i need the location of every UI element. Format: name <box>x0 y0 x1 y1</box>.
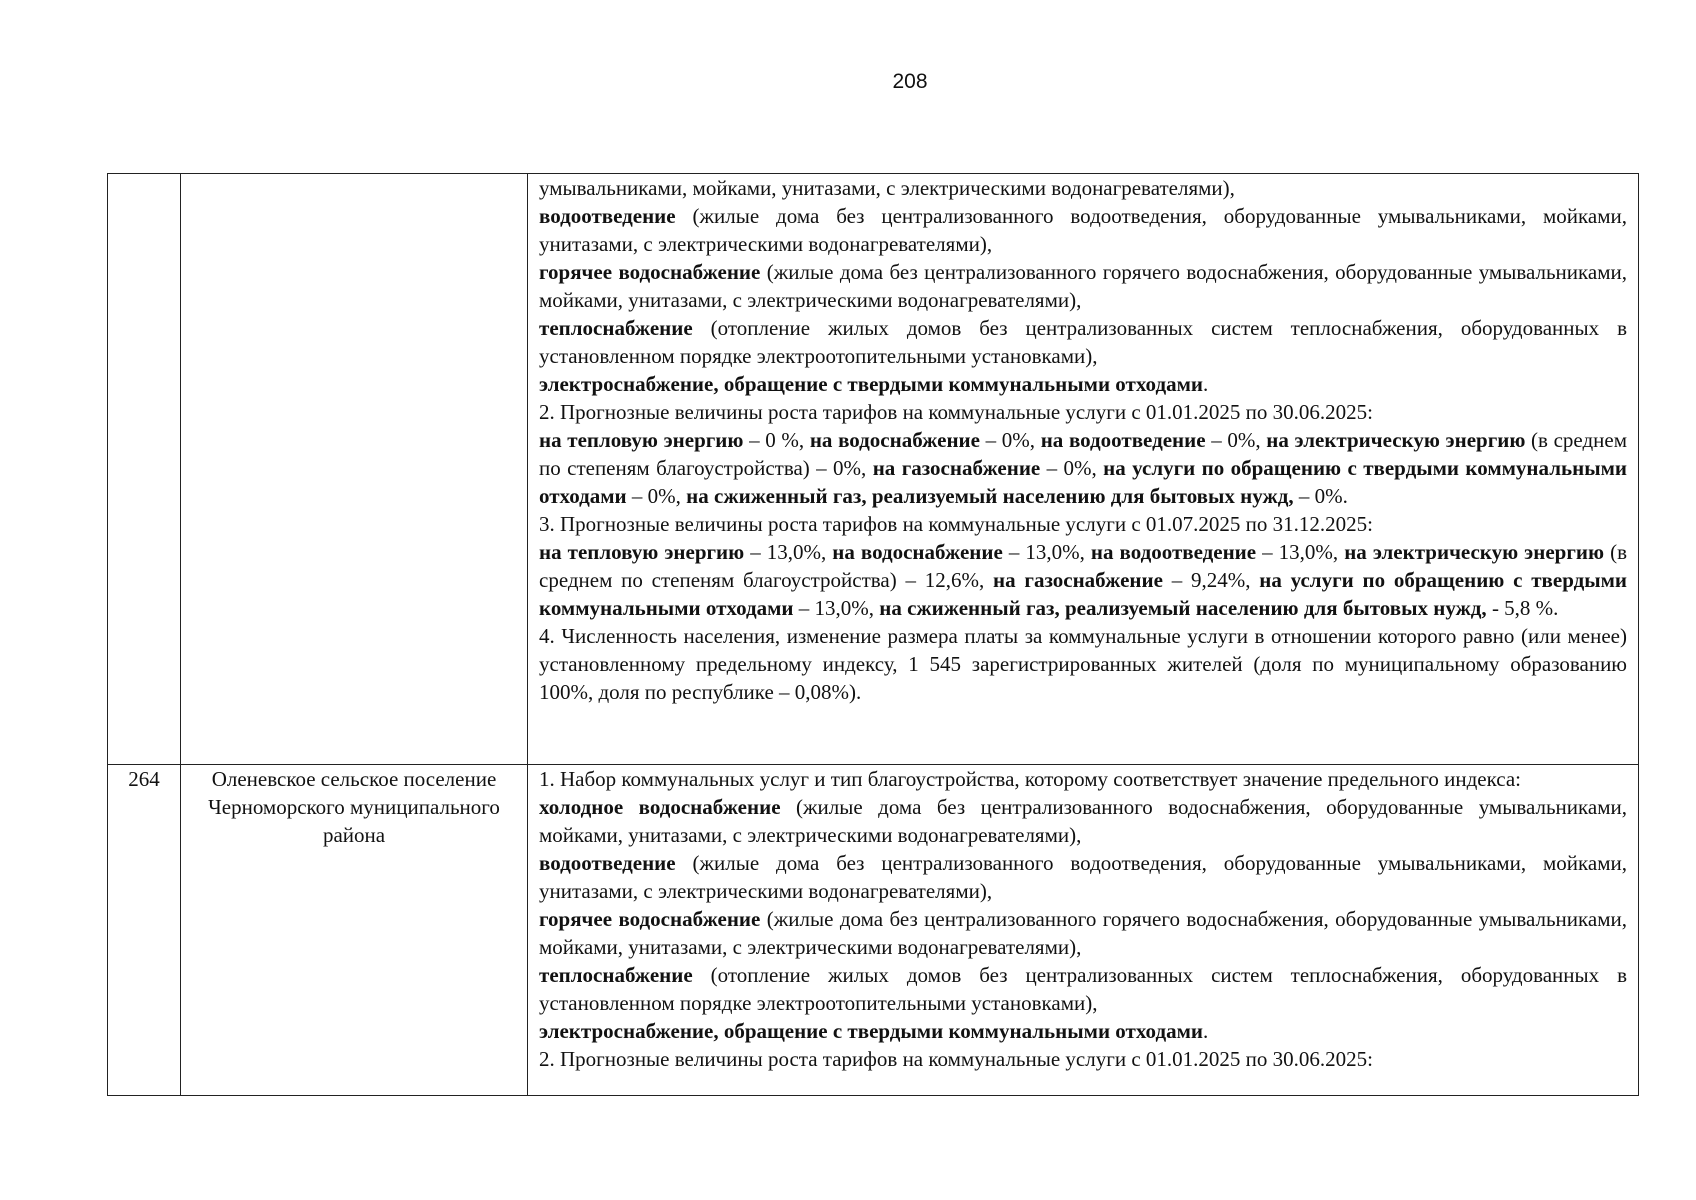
bold-text: на услуги по обращению с твердыми коммунальными отходами <box>539 456 1627 508</box>
table-row <box>108 174 1639 765</box>
bold-text: на услуги по обращению с твердыми коммунальными отходами <box>539 568 1628 620</box>
text-run: – 13,0%, <box>744 540 833 564</box>
bold-text: на сжиженный газ, реализуемый населению для бытовых нужд, <box>686 484 1294 508</box>
text-run: – 0%, <box>979 428 1041 452</box>
paragraph <box>539 398 1627 426</box>
text-run: (в среднем по степеням благоустройства) – 12,6%, <box>539 540 1627 592</box>
bold-text: на газоснабжение <box>993 568 1163 592</box>
text-run: (жилые дома без централизованного горячего водоснабжения, оборудованные умывальниками, мойками, унитазами, с электрическими водонагревателями), <box>539 907 1627 959</box>
text-run: 2. Прогнозные величины роста тарифов на коммунальные услуги с 01.01.2025 по 30.06.2025: <box>539 400 1373 424</box>
table-row <box>108 765 1639 1096</box>
text-run: – 0 %, <box>743 428 810 452</box>
text-run: – 0%, <box>1205 428 1267 452</box>
text-run: (отопление жилых домов без централизованных систем теплоснабжения, оборудованных в установленном порядке электроотопительными установками), <box>539 963 1627 1015</box>
bold-text: на тепловую энергию <box>539 428 744 452</box>
bold-text: электроснабжение, обращение с твердыми коммунальными отходами <box>539 372 1203 396</box>
bold-text: на электрическую энергию <box>1266 428 1526 452</box>
bold-text: на электрическую энергию <box>1344 540 1605 564</box>
text-run: – 13,0%, <box>793 596 880 620</box>
text-run: (в среднем по степеням благоустройства) – 0%, <box>539 428 1628 480</box>
bold-text: на водоснабжение <box>809 428 980 452</box>
bold-text: горячее водоснабжение <box>539 907 761 931</box>
bold-text: водоотведение <box>539 851 676 875</box>
paragraph <box>539 849 1627 905</box>
text-run: 3. Прогнозные величины роста тарифов на коммунальные услуги с 01.07.2025 по 31.12.2025: <box>539 512 1373 536</box>
bold-text: электроснабжение, обращение с твердыми коммунальными отходами <box>539 1019 1203 1043</box>
paragraph <box>539 510 1627 538</box>
text-run: 1. Набор коммунальных услуг и тип благоустройства, которому соответствует значение предельного индекса: <box>539 767 1521 791</box>
paragraph <box>539 258 1627 314</box>
municipality-name-cell: Оленевское сельское поселение Черноморского муниципального района <box>181 765 528 1096</box>
row-text-cell <box>528 765 1639 1096</box>
paragraph <box>539 202 1627 258</box>
page-number: 208 <box>892 70 928 93</box>
text-run: (жилые дома без централизованного водоотведения, оборудованные умывальниками, мойками, унитазами, с электрическими водонагревателями), <box>539 851 1627 903</box>
bold-text: на водоотведение <box>1040 428 1206 452</box>
bold-text: горячее водоснабжение <box>539 260 761 284</box>
paragraph <box>539 370 1627 398</box>
text-run: . <box>1202 1019 1209 1043</box>
text-run: – 13,0%, <box>1256 540 1345 564</box>
paragraph <box>539 622 1627 706</box>
bold-text: на сжиженный газ, реализуемый населению для бытовых нужд, <box>879 596 1487 620</box>
paragraph <box>539 765 1627 793</box>
bold-text: холодное водоснабжение <box>539 795 781 819</box>
text-run: – 13,0%, <box>1002 540 1091 564</box>
bold-text: на водоотведение <box>1090 540 1257 564</box>
bold-text: водоотведение <box>539 204 676 228</box>
text-run: – 0%. <box>1293 484 1348 508</box>
text-run: (жилые дома без централизованного водоотведения, оборудованные умывальниками, мойками, унитазами, с электрическими водонагревателями), <box>539 204 1627 256</box>
text-run: 4. Численность населения, изменение размера платы за коммунальные услуги в отношении которого равно (или менее) установленному предельному индексу, 1 545 зарегистрированных жителей (доля по муниципальному образованию 100%, доля по республике – 0,08%). <box>539 624 1627 704</box>
paragraph <box>539 961 1627 1017</box>
bold-text: на газоснабжение <box>872 456 1041 480</box>
row-number-cell: 264 <box>108 765 181 1096</box>
paragraph <box>539 314 1627 370</box>
text-run: умывальниками, мойками, унитазами, с электрическими водонагревателями), <box>539 176 1235 200</box>
municipality-name-cell <box>181 174 528 765</box>
paragraph <box>539 793 1627 849</box>
text-run: – 0%, <box>1040 456 1104 480</box>
text-run: – 0%, <box>626 484 687 508</box>
bold-text: на водоснабжение <box>832 540 1003 564</box>
text-run: (жилые дома без централизованного горячего водоснабжения, оборудованные умывальниками, мойками, унитазами, с электрическими водонагревателями), <box>539 260 1627 312</box>
paragraph <box>539 426 1627 510</box>
paragraph <box>539 538 1627 622</box>
text-run: (отопление жилых домов без централизованных систем теплоснабжения, оборудованных в установленном порядке электроотопительными установками), <box>539 316 1627 368</box>
text-run: . <box>1202 372 1209 396</box>
text-run: - 5,8 %. <box>1486 596 1559 620</box>
paragraph <box>539 1017 1627 1045</box>
bold-text: на тепловую энергию <box>539 540 745 564</box>
row-text-cell <box>528 174 1639 765</box>
paragraph <box>539 1045 1627 1073</box>
tariff-table <box>107 173 1639 1096</box>
row-number-cell <box>108 174 181 765</box>
text-run: (жилые дома без централизованного водоснабжения, оборудованные умывальниками, мойками, унитазами, с электрическими водонагревателями), <box>539 795 1627 847</box>
text-run: – 9,24%, <box>1162 568 1260 592</box>
paragraph <box>539 174 1627 202</box>
text-run: 2. Прогнозные величины роста тарифов на коммунальные услуги с 01.01.2025 по 30.06.2025: <box>539 1047 1373 1071</box>
paragraph <box>539 905 1627 961</box>
bold-text: теплоснабжение <box>539 963 693 987</box>
bold-text: теплоснабжение <box>539 316 693 340</box>
